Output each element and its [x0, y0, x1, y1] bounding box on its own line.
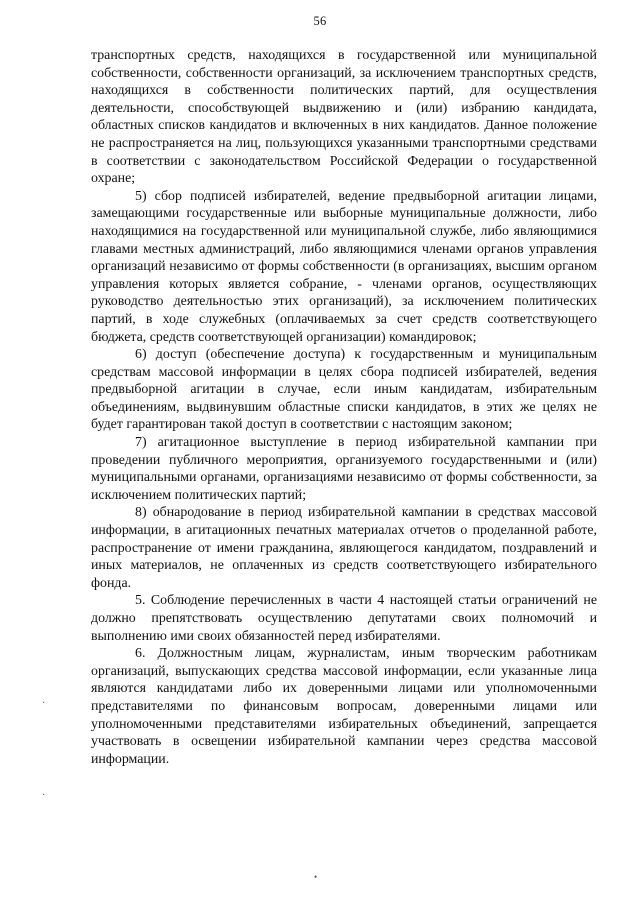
paragraph-item-5: 5) сбор подписей избирателей, ведение предвыборной агитации лицами, замещающими государственные или выборные муниципальные должности, либо находящимися на государственной или муниципальной службе, либо являющимися главами местных администраций, либо являющимися членами органов управления организаций независимо от формы собственности (в организациях, высшим органом управления которых является собрание, - членами органов, осуществляющих руководство деятельностью этих организаций), за исключением политических партий, в ходе служебных (оплачиваемых за счет средств соответствующего бюджета, средств соответствующей организации) командировок;: [91, 188, 597, 345]
page-number: 56: [313, 14, 327, 28]
paragraph-item-7: 7) агитационное выступление в период избирательной кампании при проведении публичного мероприятия, организуемого государственными и (или) муниципальными органами, организациями независимо от формы собственности, за исключением политических партий;: [91, 435, 597, 503]
paragraph-item-8: 8) обнародование в период избирательной кампании в средствах массовой информации, в агитационных печатных материалах отчетов о проделанной работе, распространение от имени гражданина, являющегося кандидатом, поздравлений и иных материалов, не оплаченных из средств соответствующего избирательного фонда.: [91, 505, 597, 591]
scan-speck: ·: [42, 790, 46, 801]
paragraph-part-6: 6. Должностным лицам, журналистам, иным творческим работникам организаций, выпускающих средства массовой информации, если указанные лица являются кандидатами либо их доверенными лицами или уполномоченными представителями по финансовым вопросам, доверенными лицами или уполномоченными представителями избирательных объединений, запрещается участвовать в освещении избирательной кампании через средства массовой информации.: [91, 646, 597, 767]
paragraph-item-6: 6) доступ (обеспечение доступа) к государственным и муниципальным средствам массовой информации в целях сбора подписей избирателей, ведения предвыборной агитации в случае, если иным кандидатам, избирательным объединениям, выдвинувшим областные списки кандидатов, в этих же целях не будет гарантирован такой доступ в соответствии с настоящим законом;: [91, 347, 597, 433]
document-body: [91, 47, 597, 768]
paragraph-continuation: транспортных средств, находящихся в государственной или муниципальной собственности, собственности организаций, за исключением транспортных средств, находящихся в собственности политических партий, для осуществления деятельности, способствующей выдвижению и (или) избранию кандидата, областных списков кандидатов и включенных в них кандидатов. Данное положение не распространяется на лиц, пользующихся указанными транспортными средствами в соответствии с законодательством Российской Федерации о государственной охране;: [91, 48, 597, 187]
scan-speck: ·: [42, 698, 46, 709]
scan-speck: •: [314, 872, 318, 882]
paragraph-part-5: 5. Соблюдение перечисленных в части 4 настоящей статьи ограничений не должно препятствовать осуществлению депутатами своих полномочий и выполнению ими своих обязанностей перед избирателями.: [91, 593, 597, 644]
